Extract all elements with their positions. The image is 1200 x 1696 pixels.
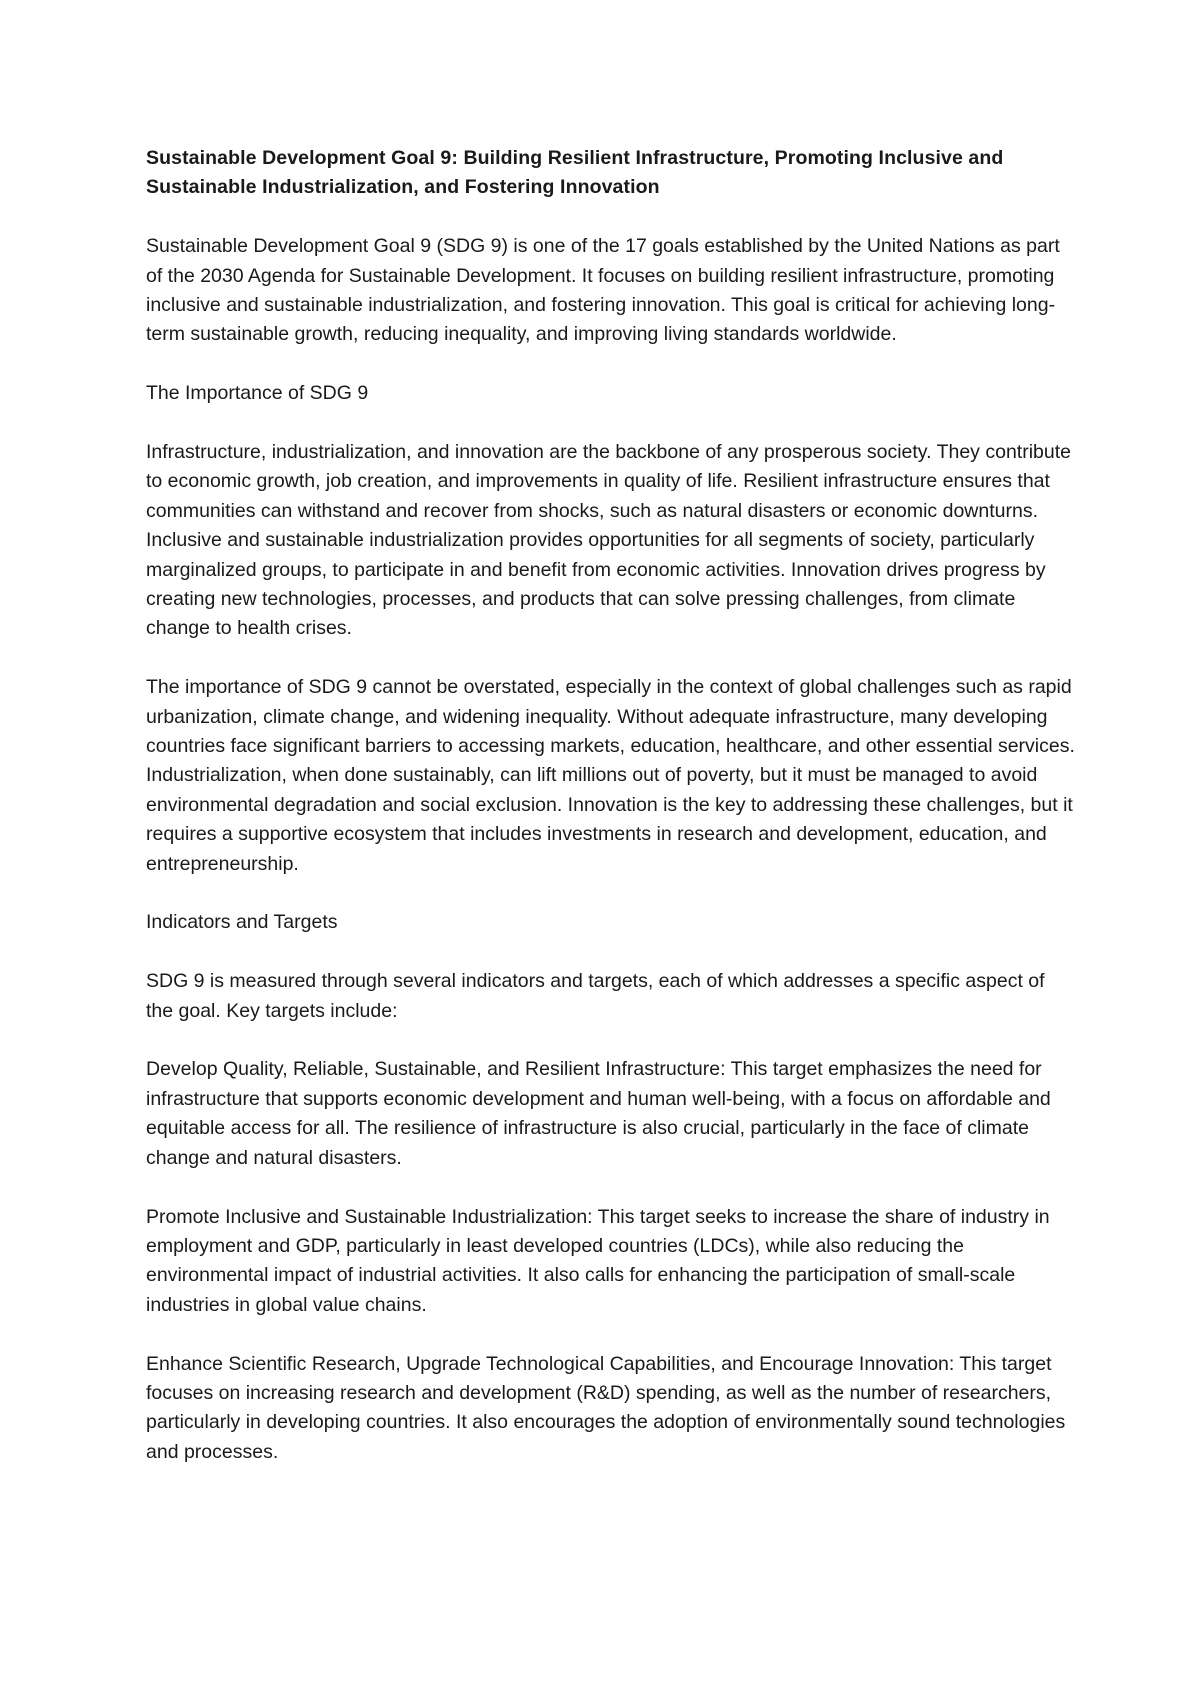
importance-paragraph-1: Infrastructure, industrialization, and innovation are the backbone of any prosperous society. They contribute to economic growth, job creation, and improvements in quality of life. Resilient infrastructure ensures that communities can withstand and recover from shocks, such as natural disasters or economic downturns. Inclusive and sustainable industrialization provides opportunities for all segments of society, particularly marginalized groups, to participate in and benefit from economic activities. Innovation drives progress by creating new technologies, processes, and products that can solve pressing challenges, from climate change to health crises. <box>146 441 1071 640</box>
importance-paragraph-2: The importance of SDG 9 cannot be overstated, especially in the context of global challenges such as rapid urbanization, climate change, and widening inequality. Without adequate infrastructure, many developing countries face significant barriers to accessing markets, education, healthcare, and other essential services. Industrialization, when done sustainably, can lift millions out of poverty, but it must be managed to avoid environmental degradation and social exclusion. Innovation is the key to addressing these challenges, but it requires a supportive ecosystem that includes investments in research and development, education, and entrepreneurship. <box>146 676 1075 875</box>
targets-intro-paragraph: SDG 9 is measured through several indicators and targets, each of which addresses a specific aspect of the goal. Key targets include: <box>146 970 1045 1022</box>
section-heading-targets: Indicators and Targets <box>146 911 338 934</box>
section-heading-importance: The Importance of SDG 9 <box>146 382 369 405</box>
intro-paragraph: Sustainable Development Goal 9 (SDG 9) is one of the 17 goals established by the United Nations as part of the 2030 Agenda for Sustainable Development. It focuses on building resilient infrastructure, promoting inclusive and sustainable industrialization, and fostering innovation. This goal is critical for achieving long-term sustainable growth, reducing inequality, and improving living standards worldwide. <box>146 235 1060 346</box>
document-title: Sustainable Development Goal 9: Building Resilient Infrastructure, Promoting Inclusive and Sustainable Industrialization, and Fostering Innovation <box>146 147 1004 199</box>
document-body <box>146 144 1076 1497</box>
target-industrialization-paragraph: Promote Inclusive and Sustainable Industrialization: This target seeks to increase the share of industry in employment and GDP, particularly in least developed countries (LDCs), while also reducing the environmental impact of industrial activities. It also calls for enhancing the participation of small-scale industries in global value chains. <box>146 1205 1050 1316</box>
target-innovation-paragraph: Enhance Scientific Research, Upgrade Technological Capabilities, and Encourage Innovation: This target focuses on increasing research and development (R&D) spending, as well as the number of researchers, particularly in developing countries. It also encourages the adoption of environmentally sound technologies and processes. <box>146 1352 1066 1463</box>
target-infrastructure-paragraph: Develop Quality, Reliable, Sustainable, and Resilient Infrastructure: This target emphasizes the need for infrastructure that supports economic development and human well-being, with a focus on affordable and equitable access for all. The resilience of infrastructure is also crucial, particularly in the face of climate change and natural disasters. <box>146 1058 1051 1169</box>
